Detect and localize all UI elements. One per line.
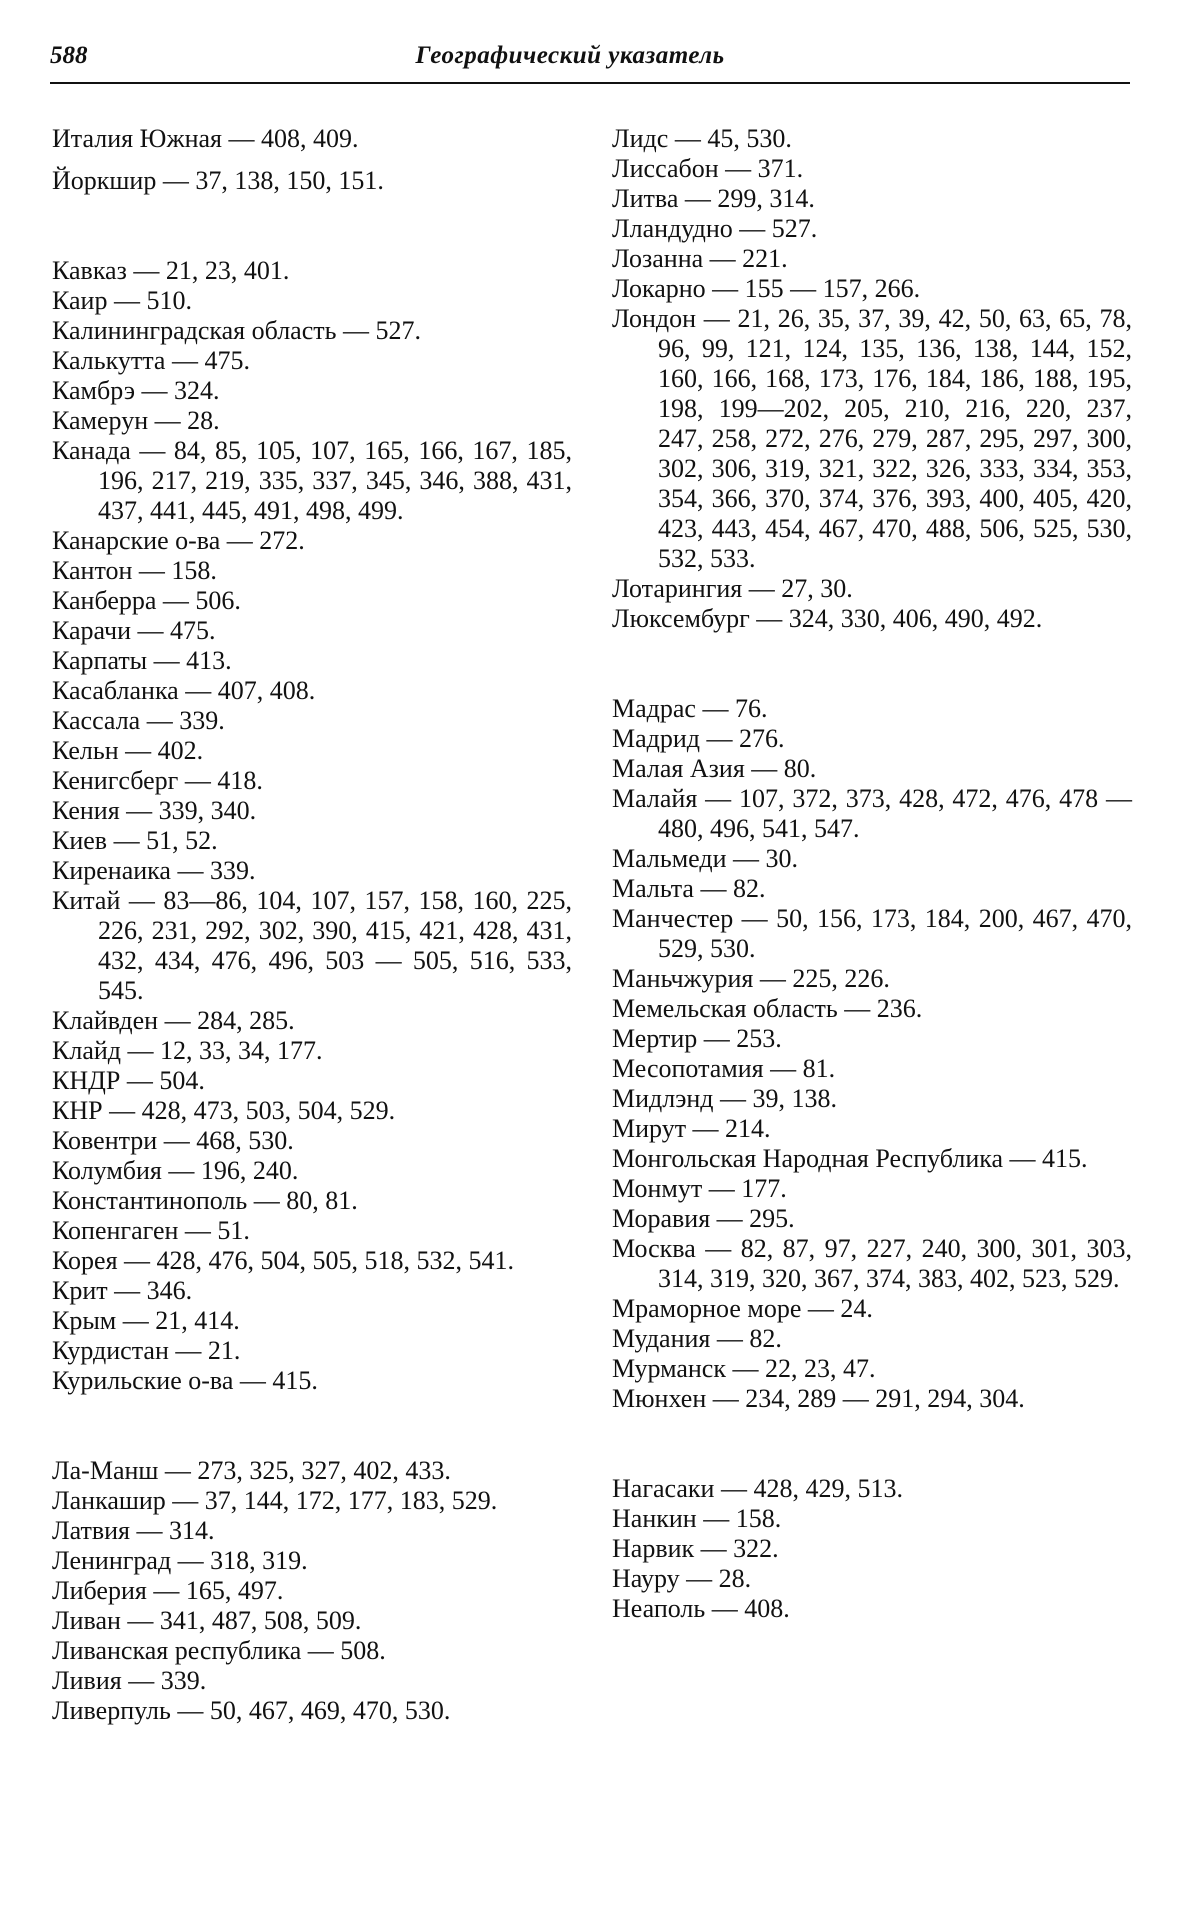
index-entry xyxy=(52,826,572,856)
index-entry-text: Кантон — 158. xyxy=(52,556,217,585)
index-entry-text: Камбрэ — 324. xyxy=(52,376,220,405)
index-entry-text: Ла-Манш — 273, 325, 327, 402, 433. xyxy=(52,1456,451,1485)
index-entry xyxy=(612,1204,1132,1234)
index-entry-text: Киренаика — 339. xyxy=(52,856,256,885)
index-entry-text: Мальмеди — 30. xyxy=(612,844,799,873)
index-entry xyxy=(52,1006,572,1036)
index-entry-text: Ливерпуль — 50, 467, 469, 470, 530. xyxy=(52,1696,451,1725)
index-entry xyxy=(612,754,1132,784)
index-entry xyxy=(612,844,1132,874)
index-entry xyxy=(52,556,572,586)
index-entry xyxy=(52,256,572,286)
index-entry xyxy=(52,286,572,316)
index-entry-text: Константинополь — 80, 81. xyxy=(52,1186,358,1215)
index-entry-text: КНР — 428, 473, 503, 504, 529. xyxy=(52,1096,396,1125)
index-entry-text: Крым — 21, 414. xyxy=(52,1306,240,1335)
index-entry xyxy=(52,1126,572,1156)
index-entry-text: Лиссабон — 371. xyxy=(612,154,804,183)
index-entry xyxy=(52,1216,572,1246)
running-title: Географический указатель xyxy=(415,42,725,69)
index-entry xyxy=(612,1084,1132,1114)
index-entry-text: Монмут — 177. xyxy=(612,1174,787,1203)
index-entry-text: Клайд — 12, 33, 34, 177. xyxy=(52,1036,323,1065)
index-entry-text: Кенигсберг — 418. xyxy=(52,766,263,795)
index-entry-text: Малайя — 107, 372, 373, 428, 472, 476, 478 — 480, 496, 541, 547. xyxy=(612,784,1132,843)
index-entry-text: Нарвик — 322. xyxy=(612,1534,779,1563)
index-entry xyxy=(612,124,1132,154)
index-entry-text: Лидс — 45, 530. xyxy=(612,124,792,153)
index-entry-text: Йоркшир — 37, 138, 150, 151. xyxy=(52,166,384,195)
index-entry-text: Ланкашир — 37, 144, 172, 177, 183, 529. xyxy=(52,1486,498,1515)
index-entry xyxy=(52,316,572,346)
index-entry xyxy=(612,184,1132,214)
index-entry-text: Каир — 510. xyxy=(52,286,192,315)
index-entry-text: Лондон — 21, 26, 35, 37, 39, 42, 50, 63, 65, 78, 96, 99, 121, 124, 135, 136, 138, 144, 152, 160, 166, 168, 173, 176, 184, 186, 188, 195, 198, 199—202, 205, 210, 216, 220, 237, 247, 258, 272, 276, 279, 287, 295, 297, 300, 302, 306, 319, 321, 322, 326, 333, 334, 353, 354, 366, 370, 374, 376, 393, 400, 405, 420, 423, 443, 454, 467, 470, 488, 506, 525, 530, 532, 533. xyxy=(612,304,1132,573)
left-column xyxy=(52,124,572,1726)
index-entry-text: Мадрас — 76. xyxy=(612,694,768,723)
index-entry xyxy=(52,706,572,736)
index-entry-text: Лозанна — 221. xyxy=(612,244,788,273)
index-entry xyxy=(52,346,572,376)
index-entry xyxy=(612,994,1132,1024)
index-entry xyxy=(612,1174,1132,1204)
index-entry xyxy=(52,1546,572,1576)
index-entry-text: Мирут — 214. xyxy=(612,1114,771,1143)
index-entry xyxy=(612,1144,1132,1174)
index-entry xyxy=(52,766,572,796)
index-entry xyxy=(612,304,1132,574)
page-number: 588 xyxy=(50,42,88,69)
index-entry xyxy=(612,784,1132,844)
index-entry xyxy=(52,736,572,766)
index-entry-text: Кения — 339, 340. xyxy=(52,796,257,825)
index-entry xyxy=(52,436,572,526)
index-entry-text: Мальта — 82. xyxy=(612,874,766,903)
index-entry-text: Люксембург — 324, 330, 406, 490, 492. xyxy=(612,604,1043,633)
index-entry xyxy=(612,1354,1132,1384)
index-entry-text: КНДР — 504. xyxy=(52,1066,205,1095)
index-entry xyxy=(612,964,1132,994)
index-entry-text: Калькутта — 475. xyxy=(52,346,250,375)
index-entry xyxy=(52,676,572,706)
index-entry xyxy=(612,1324,1132,1354)
index-entry-text: Мертир — 253. xyxy=(612,1024,782,1053)
index-entry-text: Манчестер — 50, 156, 173, 184, 200, 467, 470, 529, 530. xyxy=(612,904,1132,963)
index-entry-text: Колумбия — 196, 240. xyxy=(52,1156,299,1185)
index-entry-text: Канарские о-ва — 272. xyxy=(52,526,305,555)
index-entry xyxy=(52,376,572,406)
index-entry xyxy=(612,1594,1132,1624)
index-entry xyxy=(52,1456,572,1486)
index-entry xyxy=(52,646,572,676)
left-index-list xyxy=(52,124,572,1726)
index-entry-text: Китай — 83—86, 104, 107, 157, 158, 160, 225, 226, 231, 292, 302, 390, 415, 421, 428, 431, 432, 434, 476, 496, 503 — 505, 516, 533, 545. xyxy=(52,886,572,1005)
index-entry xyxy=(52,124,572,154)
index-entry xyxy=(52,1306,572,1336)
index-entry xyxy=(612,904,1132,964)
index-entry-text: Мурманск — 22, 23, 47. xyxy=(612,1354,876,1383)
index-entry xyxy=(52,166,572,196)
index-entry xyxy=(52,1246,572,1276)
index-entry xyxy=(612,1234,1132,1294)
index-entry xyxy=(612,1564,1132,1594)
index-entry xyxy=(612,1384,1132,1414)
index-entry xyxy=(52,616,572,646)
index-entry-text: Монгольская Народная Республика — 415. xyxy=(612,1144,1088,1173)
index-entry xyxy=(52,1096,572,1126)
index-entry-text: Литва — 299, 314. xyxy=(612,184,815,213)
index-entry xyxy=(52,1516,572,1546)
index-entry xyxy=(612,1534,1132,1564)
index-entry xyxy=(52,1666,572,1696)
index-entry-text: Камерун — 28. xyxy=(52,406,220,435)
index-entry xyxy=(612,1474,1132,1504)
index-entry-text: Локарно — 155 — 157, 266. xyxy=(612,274,921,303)
index-entry xyxy=(612,154,1132,184)
index-entry-text: Канада — 84, 85, 105, 107, 165, 166, 167, 185, 196, 217, 219, 335, 337, 345, 346, 388, 431, 437, 441, 445, 491, 498, 499. xyxy=(52,436,572,525)
index-entry xyxy=(612,274,1132,304)
index-entry-text: Ливанская республика — 508. xyxy=(52,1636,386,1665)
index-entry xyxy=(612,1504,1132,1534)
index-entry-text: Ливан — 341, 487, 508, 509. xyxy=(52,1606,362,1635)
index-entry-text: Неаполь — 408. xyxy=(612,1594,790,1623)
index-entry-text: Моравия — 295. xyxy=(612,1204,795,1233)
index-entry xyxy=(52,856,572,886)
index-entry-text: Маньчжурия — 225, 226. xyxy=(612,964,890,993)
index-entry xyxy=(612,1024,1132,1054)
index-entry-text: Кассала — 339. xyxy=(52,706,225,735)
index-entry-text: Нагасаки — 428, 429, 513. xyxy=(612,1474,903,1503)
index-entry xyxy=(52,1366,572,1396)
index-entry-text: Лландудно — 527. xyxy=(612,214,818,243)
index-entry-text: Канберра — 506. xyxy=(52,586,241,615)
index-entry-text: Кавказ — 21, 23, 401. xyxy=(52,256,290,285)
header-rule xyxy=(50,82,1130,84)
index-entry xyxy=(52,886,572,1006)
index-entry xyxy=(612,604,1132,634)
index-entry-text: Мидлэнд — 39, 138. xyxy=(612,1084,838,1113)
index-entry xyxy=(612,1114,1132,1144)
index-entry-text: Мадрид — 276. xyxy=(612,724,785,753)
index-entry-text: Карпаты — 413. xyxy=(52,646,232,675)
index-entry-text: Нанкин — 158. xyxy=(612,1504,782,1533)
page-header xyxy=(50,42,1130,92)
index-entry-text: Курдистан — 21. xyxy=(52,1336,241,1365)
index-entry xyxy=(52,1606,572,1636)
index-entry xyxy=(612,694,1132,724)
index-entry xyxy=(612,724,1132,754)
index-entry xyxy=(612,214,1132,244)
index-entry xyxy=(52,1186,572,1216)
index-entry-text: Касабланка — 407, 408. xyxy=(52,676,316,705)
index-entry xyxy=(52,1486,572,1516)
index-entry-text: Мюнхен — 234, 289 — 291, 294, 304. xyxy=(612,1384,1025,1413)
index-entry-text: Корея — 428, 476, 504, 505, 518, 532, 541. xyxy=(52,1246,515,1275)
index-entry-text: Ковентри — 468, 530. xyxy=(52,1126,294,1155)
index-entry xyxy=(52,1636,572,1666)
index-entry-text: Латвия — 314. xyxy=(52,1516,215,1545)
index-entry-text: Клайвден — 284, 285. xyxy=(52,1006,295,1035)
index-entry xyxy=(52,1336,572,1366)
index-entry-text: Мемельская область — 236. xyxy=(612,994,923,1023)
index-entry-text: Крит — 346. xyxy=(52,1276,193,1305)
index-entry-text: Малая Азия — 80. xyxy=(612,754,817,783)
index-entry xyxy=(612,574,1132,604)
index-entry-text: Калининградская область — 527. xyxy=(52,316,421,345)
index-entry xyxy=(52,526,572,556)
index-entry xyxy=(52,796,572,826)
index-entry-text: Москва — 82, 87, 97, 227, 240, 300, 301, 303, 314, 319, 320, 367, 374, 383, 402, 523, 529. xyxy=(612,1234,1132,1293)
index-entry xyxy=(612,244,1132,274)
index-entry-text: Копенгаген — 51. xyxy=(52,1216,250,1245)
index-entry-text: Мудания — 82. xyxy=(612,1324,782,1353)
index-entry-text: Ленинград — 318, 319. xyxy=(52,1546,308,1575)
index-entry-text: Кельн — 402. xyxy=(52,736,204,765)
index-entry xyxy=(612,874,1132,904)
index-entry xyxy=(612,1054,1132,1084)
index-entry xyxy=(52,1576,572,1606)
right-column xyxy=(612,124,1132,1624)
index-entry-text: Лотарингия — 27, 30. xyxy=(612,574,853,603)
right-index-list xyxy=(612,124,1132,1624)
index-entry xyxy=(52,1156,572,1186)
index-entry xyxy=(612,1294,1132,1324)
index-entry-text: Киев — 51, 52. xyxy=(52,826,218,855)
index-entry-text: Ливия — 339. xyxy=(52,1666,207,1695)
index-entry-text: Курильские о-ва — 415. xyxy=(52,1366,318,1395)
index-entry xyxy=(52,1066,572,1096)
index-entry xyxy=(52,586,572,616)
index-entry-text: Месопотамия — 81. xyxy=(612,1054,836,1083)
index-entry-text: Либерия — 165, 497. xyxy=(52,1576,284,1605)
index-entry xyxy=(52,1696,572,1726)
index-entry xyxy=(52,1276,572,1306)
index-entry-text: Мраморное море — 24. xyxy=(612,1294,873,1323)
index-entry-text: Италия Южная — 408, 409. xyxy=(52,124,359,153)
index-entry xyxy=(52,1036,572,1066)
index-entry xyxy=(52,406,572,436)
index-entry-text: Науру — 28. xyxy=(612,1564,752,1593)
index-entry-text: Карачи — 475. xyxy=(52,616,216,645)
